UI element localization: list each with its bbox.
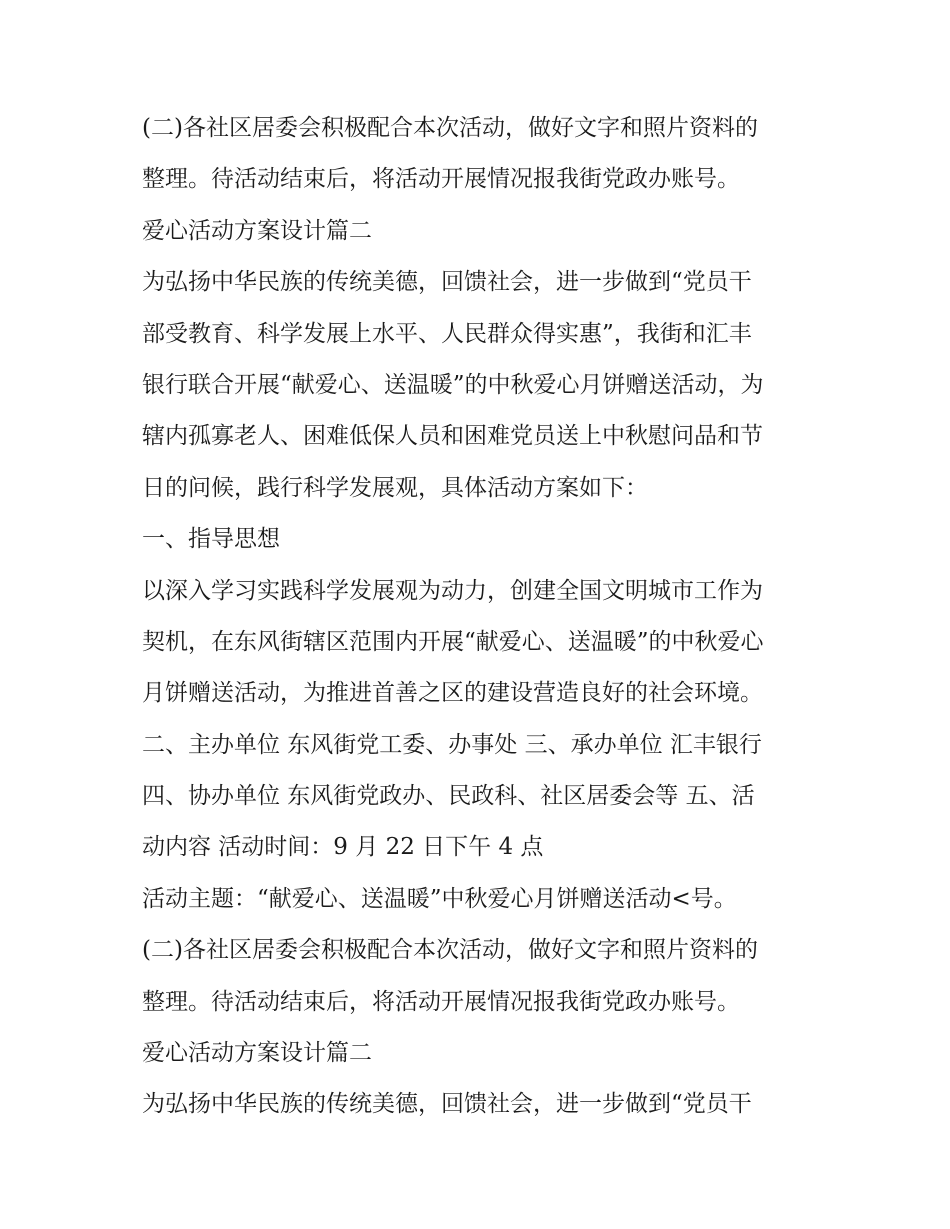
document-body [142,103,822,1131]
text-line: 月饼赠送活动，为推进首善之区的建设营造良好的社会环境。 [142,680,763,707]
text-line: 契机，在东风街辖区范围内开展“献爱心、送温暖”的中秋爱心 [142,628,764,655]
text-line: 四、协办单位 东风街党政办、民政科、社区居委会等 五、活 [142,783,755,810]
text-line: 整理。待活动结束后，将活动开展情况报我街党政办账号。 [142,166,740,193]
text-line: 为弘扬中华民族的传统美德，回馈社会，进一步做到“党员干 [142,269,752,296]
text-line: 整理。待活动结束后，将活动开展情况报我街党政办账号。 [142,988,740,1015]
text-line: 部受教育、科学发展上水平、人民群众得实惠”，我街和汇丰 [142,320,752,347]
section-heading: 爱心活动方案设计篇二 [142,217,372,244]
text-line: 动内容 活动时间：9 月 22 日下午 4 点 [142,834,544,861]
text-line: 辖内孤寡老人、困难低保人员和困难党员送上中秋慰问品和节 [142,423,763,450]
text-line: 日的问候，践行科学发展观，具体活动方案如下： [142,474,648,501]
text-line: (二)各社区居委会积极配合本次活动，做好文字和照片资料的 [142,937,758,964]
text-line: (二)各社区居委会积极配合本次活动，做好文字和照片资料的 [142,115,758,141]
text-line: 以深入学习实践科学发展观为动力，创建全国文明城市工作为 [142,577,763,604]
text-line: 银行联合开展“献爱心、送温暖”的中秋爱心月饼赠送活动，为 [142,371,764,398]
text-line: 为弘扬中华民族的传统美德，回馈社会，进一步做到“党员干 [142,1091,752,1118]
text-line: 活动主题：“献爱心、送温暖”中秋爱心月饼赠送活动<号。 [142,885,737,912]
section-heading: 一、指导思想 [142,526,280,553]
section-heading: 爱心活动方案设计篇二 [142,1040,372,1067]
text-line: 二、主办单位 东风街党工委、办事处 三、承办单位 汇丰银行 [142,731,762,758]
